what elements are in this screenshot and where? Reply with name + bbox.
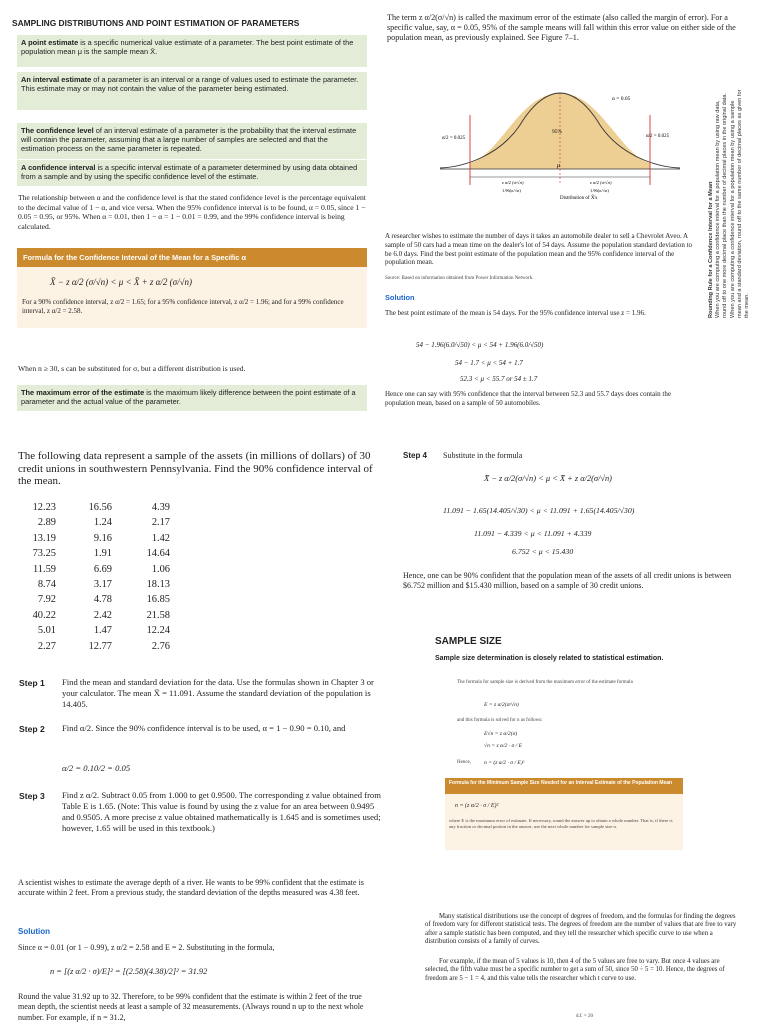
definition-confidence-interval — [17, 160, 367, 186]
data-value: 4.39 — [151, 502, 170, 513]
definition-text: of an interval estimate of a parameter is the probability that the interval estimate will contain the parameter, assuming that a large number of samples are selected and that the estimation process on the same parameter is repeated. — [21, 126, 357, 153]
center-percent-label: 95% — [552, 129, 563, 135]
car-problem: A researcher wishes to estimate the number of days it takes an automobile dealer to sell a Chevrolet Aveo. A sample of 50 cars had a mean time on the dealer's lot of 54 days. Assume the population standard deviation to be 6.0 days. Find the best point estimate of the population mean and the 95% confidence interval of the population mean. — [385, 232, 693, 267]
data-value: 2.42 — [93, 609, 112, 621]
data-value: 4.78 — [93, 594, 112, 606]
car-source: Source: Based on information obtained from Power Information Network. — [385, 276, 534, 281]
term-paragraph: The term z α/2(σ/√n) is called the maximum error of the estimate (also called the margin of error). For a specific value, say, α = 0.05, 95% of the sample means will fall within this error value on either side of the population mean, as previously explained. See Figure 7–1. — [387, 13, 736, 42]
sample-size-heading: SAMPLE SIZE — [435, 636, 502, 647]
step-3-text: Find z α/2. Subtract 0.05 from 1.000 to get 0.9500. The corresponding z value obtained from Table E is 1.65. (Note: This value is found by using the z value for an area between 0.9495 and 0.9505. A more precise z value obtained mathematically is 1.645 and is sometimes used; however, 1.65 will be used in this textbook.) — [62, 790, 381, 833]
alpha-half-equation: α/2 = 0.10/2 = 0.05 — [62, 763, 131, 773]
data-value: 6.69 — [93, 563, 112, 575]
step-2-text: Find α/2. Since the 90% confidence interval is to be used, α = 1 − 0.90 = 0.10, and — [62, 723, 346, 733]
alpha-label: α = 0.05 — [612, 96, 631, 102]
data-value: 12.23 — [32, 502, 56, 513]
definition-text: of a parameter is an interval or a range of values used to estimate the parameter. This estimate may or may not contain the value of the parameter being estimated. — [21, 75, 359, 93]
formula-note: For a 90% confidence interval, z α/2 = 1.65; for a 95% confidence interval, z α/2 = 1.96; and for a 99% confidence interval, z α/2 = 2.58. — [22, 298, 344, 315]
river-conclusion: Round the value 31.92 up to 32. Therefore, to be 99% confident that the estimate is within 2 feet of the true mean depth, the scientist needs at least a sample of 32 measurements. (Always round n up to the next whole number. For example, if n = 31.2, — [18, 992, 364, 1022]
lower-bracket-label: z α/2 (σ/√n) — [502, 180, 524, 185]
definition-max-error — [17, 385, 367, 411]
car-solution-label: Solution — [385, 293, 415, 302]
step-4-label: Step 4 — [403, 451, 428, 460]
data-value: 13.19 — [32, 532, 56, 544]
data-value: 1.47 — [93, 625, 112, 637]
sample-size-equation-4: n = (z α/2 · σ / E)² — [484, 760, 525, 766]
data-value: 16.56 — [88, 502, 112, 513]
formula-box-title: Formula for the Confidence Interval of the Mean for a Specific α — [17, 248, 367, 267]
sample-size-equation-3: √n = z α/2 · σ / E — [484, 743, 523, 749]
data-column-3 — [134, 500, 170, 654]
data-column-2 — [76, 500, 112, 654]
definition-interval-estimate — [17, 72, 367, 110]
degrees-of-freedom-paragraph-1: Many statistical distributions use the concept of degrees of freedom, and the formulas for finding the degrees of freedom vary for different statistical tests. The degrees of freedom are the number of values that are free to vary after a sample statistic has been computed, and they tell the researcher which specific curve to use when a distribution consists of a family of curves. — [425, 913, 737, 946]
step-4-conclusion: Hence, one can be 90% confident that the population mean of the assets of all credit unions is between $6.752 million and $15.430 million, based on a sample of 30 credit unions. — [403, 571, 732, 590]
data-value: 8.74 — [37, 579, 56, 591]
definition-term: A confidence interval — [21, 163, 96, 172]
river-formula: n = [(z α/2 · σ)/E]² = [(2.58)(4.38)/2]² = 31.92 — [50, 967, 208, 976]
sample-size-paragraph-1: The formula for sample size is derived from the maximum error of the estimate formula — [457, 680, 633, 685]
data-value: 12.77 — [88, 640, 112, 652]
upper-bracket-label: z α/2 (σ/√n) — [590, 180, 612, 185]
river-problem: A scientist wishes to estimate the average depth of a river. He wants to be 99% confident that the estimate is accurate within 2 feet. From a previous study, the standard deviation of the depths measured was 4.38 feet. — [18, 878, 364, 898]
data-value: 14.64 — [146, 548, 170, 560]
step-2-label: Step 2 — [19, 724, 45, 734]
when-note: When n ≥ 30, s can be substituted for σ, but a different distribution is used. — [18, 364, 246, 373]
step-3-label: Step 3 — [19, 791, 45, 801]
data-value: 40.22 — [32, 609, 56, 621]
definition-term: The maximum error of the estimate — [21, 388, 145, 397]
step-1-text: Find the mean and standard deviation for the data. Use the formulas shown in Chapter 3 or your calculator. The mean X̄ = 11.091. Assume the standard deviation of the population is 14.405. — [62, 677, 374, 709]
data-value: 2.17 — [151, 517, 170, 529]
data-value: 11.59 — [33, 563, 56, 575]
normal-curve-figure — [440, 85, 680, 205]
sidebar-text: When you are computing a confidence interval for a population mean by using raw data, round off to one more decimal place than the number of decimal places in the original data. When you are computing a confidence interval for a population mean by using a sample mean and a standard deviation, round off to the same number of decimal places as given for the mean. — [715, 89, 751, 318]
definition-text: is a specific interval estimate of a parameter determined by using data obtained from a sample and by using the specific confidence level of the estimate. — [21, 163, 358, 181]
sample-size-paragraph-2: and this formula is solved for n as follows: — [457, 718, 543, 723]
sidebar-title: Rounding Rule for a Confidence Interval for a Mean — [708, 181, 714, 318]
sample-size-box-equation: n = (z α/2 · σ / E)² — [455, 803, 499, 809]
step-4-text: Substitute in the formula — [443, 451, 523, 460]
car-equation-3: 52.3 < μ < 55.7 or 54 ± 1.7 — [460, 375, 538, 383]
car-solution-text: The best point estimate of the mean is 54 days. For the 95% confidence interval use z = 1.96. — [385, 309, 646, 317]
river-solution-label: Solution — [18, 927, 50, 936]
step-4-equation-1: X̄ − z α/2(σ/√n) < μ < X̄ + z α/2(σ/√n) — [484, 474, 612, 483]
data-value: 21.58 — [146, 609, 170, 621]
left-axis-label: 1.96(σ/√n) — [502, 188, 521, 193]
data-value: 1.91 — [93, 548, 112, 560]
data-value: 1.42 — [151, 532, 170, 544]
sample-size-hence: Hence, — [457, 760, 472, 765]
data-column-1 — [20, 500, 56, 654]
definition-text: is the maximum likely difference between the point estimate of a parameter and the actual value of the parameter. — [21, 388, 356, 406]
data-value: 1.24 — [93, 517, 112, 529]
right-axis-label: 1.96(σ/√n) — [590, 188, 609, 193]
definition-confidence-level — [17, 123, 367, 159]
car-equation-1: 54 − 1.96(6.0/√50) < μ < 54 + 1.96(6.0/√50) — [416, 341, 544, 349]
step-4-equation-4: 6.752 < μ < 15.430 — [512, 547, 574, 556]
sample-size-equation-1: E = z α/2(σ/√n) — [484, 702, 519, 708]
data-value: 73.25 — [32, 548, 56, 560]
definition-term: The confidence level — [21, 126, 94, 135]
car-equation-2: 54 − 1.7 < μ < 54 + 1.7 — [455, 359, 523, 367]
definition-text: is a specific numerical value estimate of a parameter. The best point estimate of the population mean μ is the sample mean X̄. — [21, 38, 354, 56]
data-value: 18.13 — [146, 579, 170, 591]
step-4-equation-3: 11.091 − 4.339 < μ < 11.091 + 4.339 — [474, 529, 592, 538]
rounding-rule-sidebar — [708, 88, 768, 318]
definition-term: An interval estimate — [21, 75, 92, 84]
definition-point-estimate — [17, 35, 367, 67]
car-conclusion: Hence one can say with 95% confidence that the interval between 52.3 and 55.7 days does contain the population mean, based on a sample of 50 automobiles. — [385, 390, 671, 407]
relationship-paragraph: The relationship between α and the confidence level is that the stated confidence level is the percentage equivalent to the decimal value of 1 − α, and vice versa. When the 95% confidence interval is to be found, α = 0.05, since 1 − 0.05 = 0.95, or 95%. When α = 0.01, then 1 − α = 1 − 0.01 = 0.99, and the 99% confidence interval is being calculated. — [18, 193, 366, 231]
river-solution-text: Since α = 0.01 (or 1 − 0.99), z α/2 = 2.58 and E = 2. Substituting in the formula, — [18, 943, 275, 952]
data-value: 12.24 — [146, 625, 170, 637]
example-intro: The following data represent a sample of the assets (in millions of dollars) of 30 credit unions in southwestern Pennsylvania. Find the 90% confidence interval of the mean. — [18, 450, 373, 488]
degrees-of-freedom-paragraph-2: For example, if the mean of 5 values is 10, then 4 of the 5 values are free to vary. But once 4 values are selected, the fifth value must be a specific number to get a sum of 50, since 50 ÷ 5 = 10. Hence, the degrees of freedom are 5 − 1 = 4, and this value tells the researcher which t curve to use. — [425, 958, 725, 982]
right-tail-label: α/2 = 0.025 — [646, 134, 670, 139]
mu-label: μ — [557, 163, 561, 169]
distribution-label: Distribution of X̄'s — [560, 196, 598, 201]
data-value: 2.27 — [37, 640, 56, 652]
confidence-interval-formula: X̄ − z α/2 (σ/√n) < μ < X̄ + z α/2 (σ/√n) — [50, 277, 193, 287]
data-value: 7.92 — [37, 594, 56, 606]
data-value: 9.16 — [93, 532, 112, 544]
data-value: 2.76 — [151, 640, 170, 652]
sample-size-box-title: Formula for the Minimum Sample Size Needed for an Interval Estimate of the Population Mean — [445, 778, 683, 794]
data-value: 16.85 — [146, 594, 170, 606]
step-1-label: Step 1 — [19, 678, 45, 688]
section-title: SAMPLING DISTRIBUTIONS AND POINT ESTIMATION OF PARAMETERS — [12, 18, 300, 28]
data-value: 3.17 — [93, 579, 112, 591]
data-value: 5.01 — [37, 625, 56, 637]
left-tail-label: α/2 = 0.025 — [442, 136, 466, 141]
step-4-equation-2: 11.091 − 1.65(14.405/√30) < μ < 11.091 + 1.65(14.405/√30) — [443, 506, 635, 515]
sample-size-box-text: where E is the maximum error of estimate. If necessary, round the answer up to obtain a whole number. That is, if there is any fraction or decimal portion in the answer, use the next whole number for sample size n. — [449, 818, 673, 829]
data-value: 2.89 — [37, 517, 56, 529]
bottom-figure-fragment: d.f. = 20 — [576, 1014, 593, 1019]
data-value: 1.06 — [151, 563, 170, 575]
sample-size-subheading: Sample size determination is closely related to statistical estimation. — [435, 655, 664, 662]
sample-size-equation-2: E√n = z α/2(σ) — [484, 731, 518, 737]
definition-term: A point estimate — [21, 38, 79, 47]
